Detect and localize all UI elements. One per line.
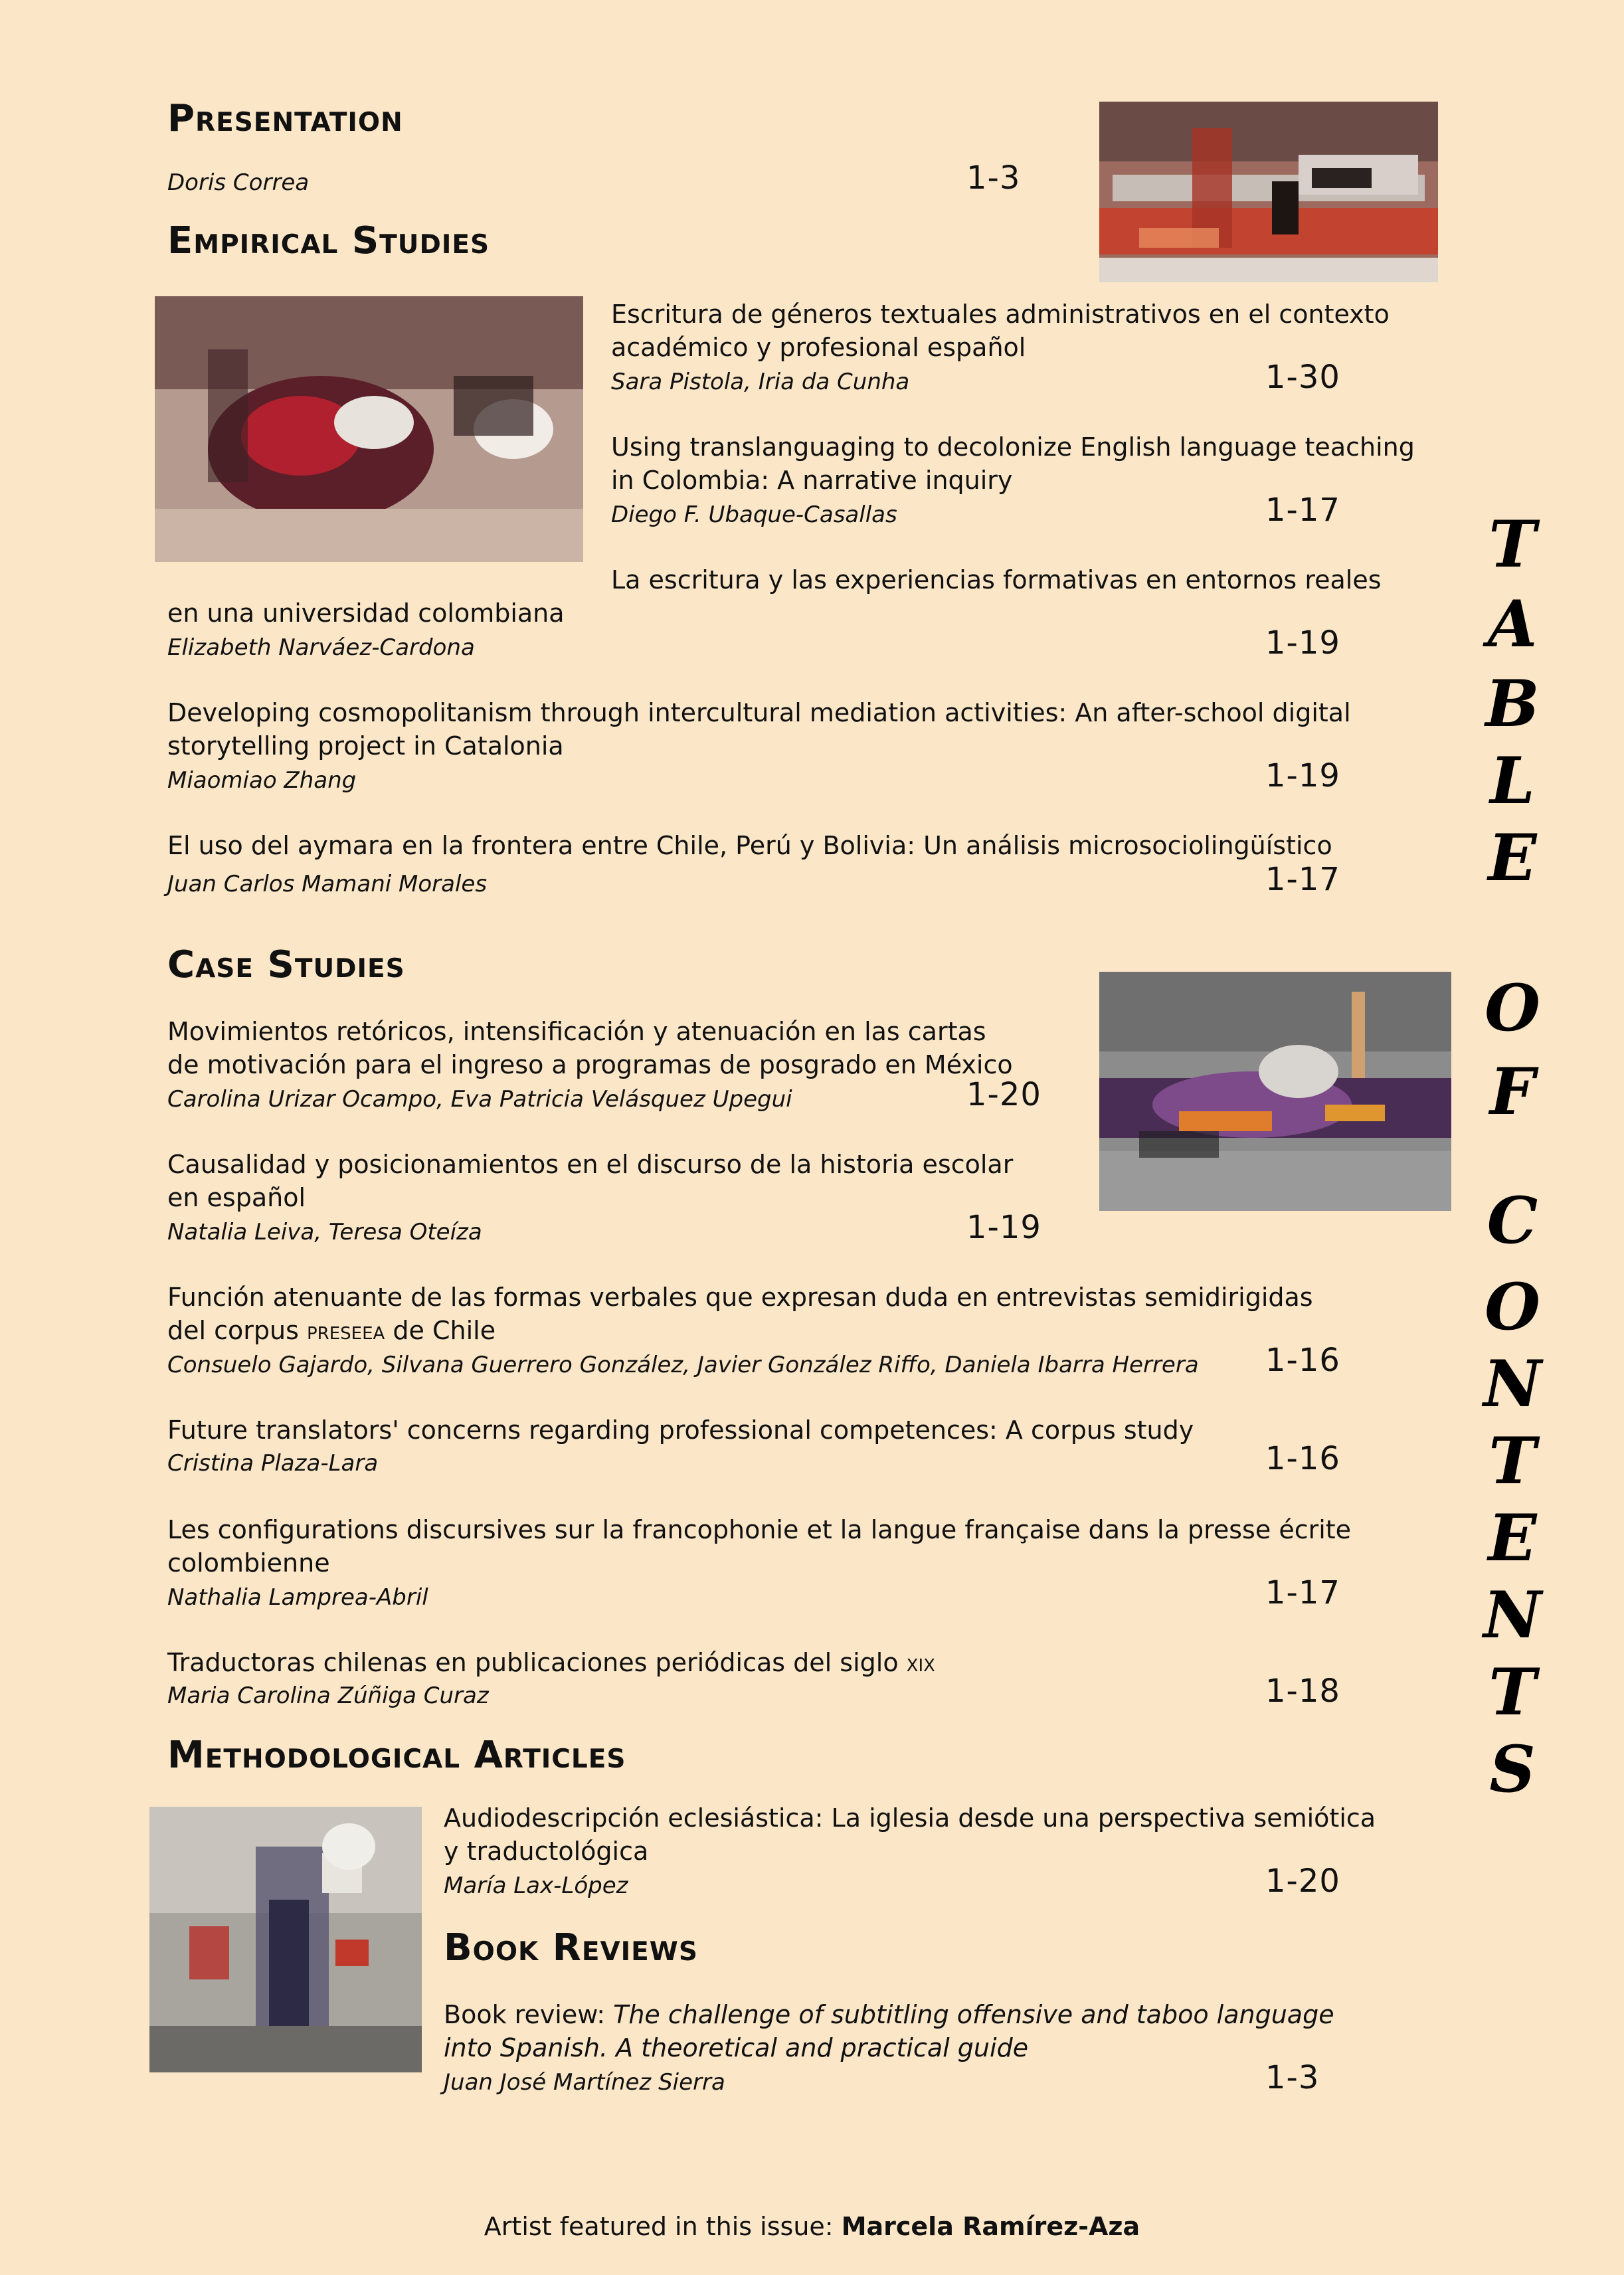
title-line: Función atenuante de las formas verbales que expresan duda en entrevistas semidirigidas <box>167 1283 1313 1312</box>
title-line: académico y profesional español <box>611 333 1026 362</box>
title-line: Audiodescripción eclesiástica: La iglesia desde una perspectiva semiótica <box>444 1803 1376 1833</box>
author-line: Juan Carlos Mamani Morales <box>167 871 488 897</box>
pages-presentation: 1-3 <box>966 159 1021 197</box>
pages: 1-19 <box>966 1209 1041 1246</box>
pages: 1-17 <box>1265 861 1340 898</box>
author-line: Cristina Plaza-Lara <box>167 1450 379 1477</box>
vertical-title-letter: L <box>1490 743 1535 818</box>
title-line <box>167 1646 935 1683</box>
vertical-title-letter: E <box>1488 820 1537 895</box>
author-line: Carolina Urizar Ocampo, Eva Patricia Velásquez Upegui <box>167 1086 792 1113</box>
author-line: María Lax-López <box>444 1872 628 1899</box>
vertical-title-letter: B <box>1485 666 1540 741</box>
pages: 1-16 <box>1265 1440 1340 1477</box>
title-line: de motivación para el ingreso a programas de posgrado en México <box>167 1050 1013 1079</box>
vertical-title-letter: O <box>1485 970 1540 1046</box>
painting-top-right <box>1099 102 1438 282</box>
title-line: Developing cosmopolitanism through intercultural mediation activities: An after-school digital <box>167 698 1351 727</box>
pages: 1-16 <box>1265 1342 1340 1379</box>
title-line: colombienne <box>167 1548 330 1578</box>
painting-methodological <box>149 1807 422 2072</box>
pages: 1-30 <box>1265 359 1340 396</box>
painting-empirical <box>155 296 583 562</box>
pages: 1-19 <box>1265 757 1340 794</box>
author-line: Nathalia Lamprea-Abril <box>167 1584 428 1611</box>
artist-name: Marcela Ramírez-Aza <box>841 2212 1140 2241</box>
pages: 1-18 <box>1265 1673 1340 1710</box>
title-line: y traductológica <box>444 1837 649 1866</box>
author-line: Miaomiao Zhang <box>167 767 357 794</box>
author-line: Diego F. Ubaque-Casallas <box>611 501 897 528</box>
vertical-title-letter: O <box>1485 1269 1540 1344</box>
title-line: El uso del aymara en la frontera entre Chile, Perú y Bolivia: Un análisis microsociolingüístico <box>167 831 1332 860</box>
pages: 1-20 <box>1265 1863 1340 1900</box>
heading-methodological-articles: Methodological Articles <box>167 1734 626 1777</box>
painting-case-studies <box>1099 972 1451 1211</box>
title-line: in Colombia: A narrative inquiry <box>611 466 1013 495</box>
heading-case-studies: Case Studies <box>167 943 405 986</box>
author-line: Sara Pistola, Iria da Cunha <box>611 369 910 395</box>
title-line: Escritura de géneros textuales administrativos en el contexto <box>611 300 1390 329</box>
title-line: Using translanguaging to decolonize English language teaching <box>611 432 1415 462</box>
vertical-title-letter: T <box>1489 507 1536 582</box>
title-line <box>167 1314 496 1350</box>
title-line: La escritura y las experiencias formativas en entornos reales <box>611 565 1382 594</box>
title-line: en una universidad colombiana <box>167 598 565 628</box>
title-text: de Chile <box>385 1316 496 1345</box>
heading-book-reviews: Book Reviews <box>444 1926 698 1969</box>
vertical-title-letter: N <box>1483 1578 1542 1653</box>
author-line: Consuelo Gajardo, Silvana Guerrero González, Javier González Riffo, Daniela Ibarra Herrera <box>167 1352 1199 1378</box>
title-text: del corpus <box>167 1316 307 1345</box>
artist-credit-label: Artist featured in this issue: <box>484 2212 842 2241</box>
vertical-title-letter: F <box>1489 1054 1536 1129</box>
title-line <box>444 1998 1334 2031</box>
vertical-title-letter: S <box>1489 1732 1536 1807</box>
title-line: Les configurations discursives sur la francophonie et la langue française dans la presse écrite <box>167 1515 1352 1544</box>
vertical-title-letter: C <box>1487 1183 1538 1258</box>
heading-presentation: Presentation <box>167 97 403 140</box>
vertical-title-letter: N <box>1483 1346 1542 1421</box>
book-title: The challenge of subtitling offensive and taboo language <box>613 2000 1334 2029</box>
title-line: into Spanish. A theoretical and practical guide <box>444 2033 1029 2062</box>
title-line: en español <box>167 1183 306 1212</box>
pages: 1-17 <box>1265 492 1340 529</box>
author-line: Maria Carolina Zúñiga Curaz <box>167 1683 489 1709</box>
vertical-title-letter: E <box>1488 1501 1537 1576</box>
pages: 1-3 <box>1265 2059 1320 2096</box>
pages: 1-19 <box>1265 624 1340 662</box>
century-numeral: XIX <box>906 1656 935 1676</box>
heading-empirical-studies: Empirical Studies <box>167 219 490 262</box>
corpus-name: PRESEEA <box>306 1324 385 1344</box>
title-line: Future translators' concerns regarding professional competences: A corpus study <box>167 1415 1194 1445</box>
title-text: Traductoras chilenas en publicaciones periódicas del siglo <box>167 1648 907 1677</box>
pages: 1-17 <box>1265 1574 1340 1611</box>
artist-credit <box>0 2212 1624 2241</box>
author-presentation: Doris Correa <box>167 169 310 196</box>
review-prefix: Book review: <box>444 2000 614 2029</box>
title-line: Causalidad y posicionamientos en el discurso de la historia escolar <box>167 1150 1014 1179</box>
author-line: Natalia Leiva, Teresa Oteíza <box>167 1219 482 1245</box>
author-line: Elizabeth Narváez-Cardona <box>167 634 475 661</box>
vertical-title-letter: T <box>1489 1423 1536 1499</box>
vertical-title-letter: T <box>1489 1655 1536 1730</box>
vertical-title-letter: A <box>1487 587 1538 662</box>
title-line: Movimientos retóricos, intensificación y atenuación en las cartas <box>167 1017 986 1046</box>
author-line: Juan José Martínez Sierra <box>444 2069 725 2096</box>
title-line: storytelling project in Catalonia <box>167 731 564 761</box>
pages: 1-20 <box>966 1076 1041 1113</box>
